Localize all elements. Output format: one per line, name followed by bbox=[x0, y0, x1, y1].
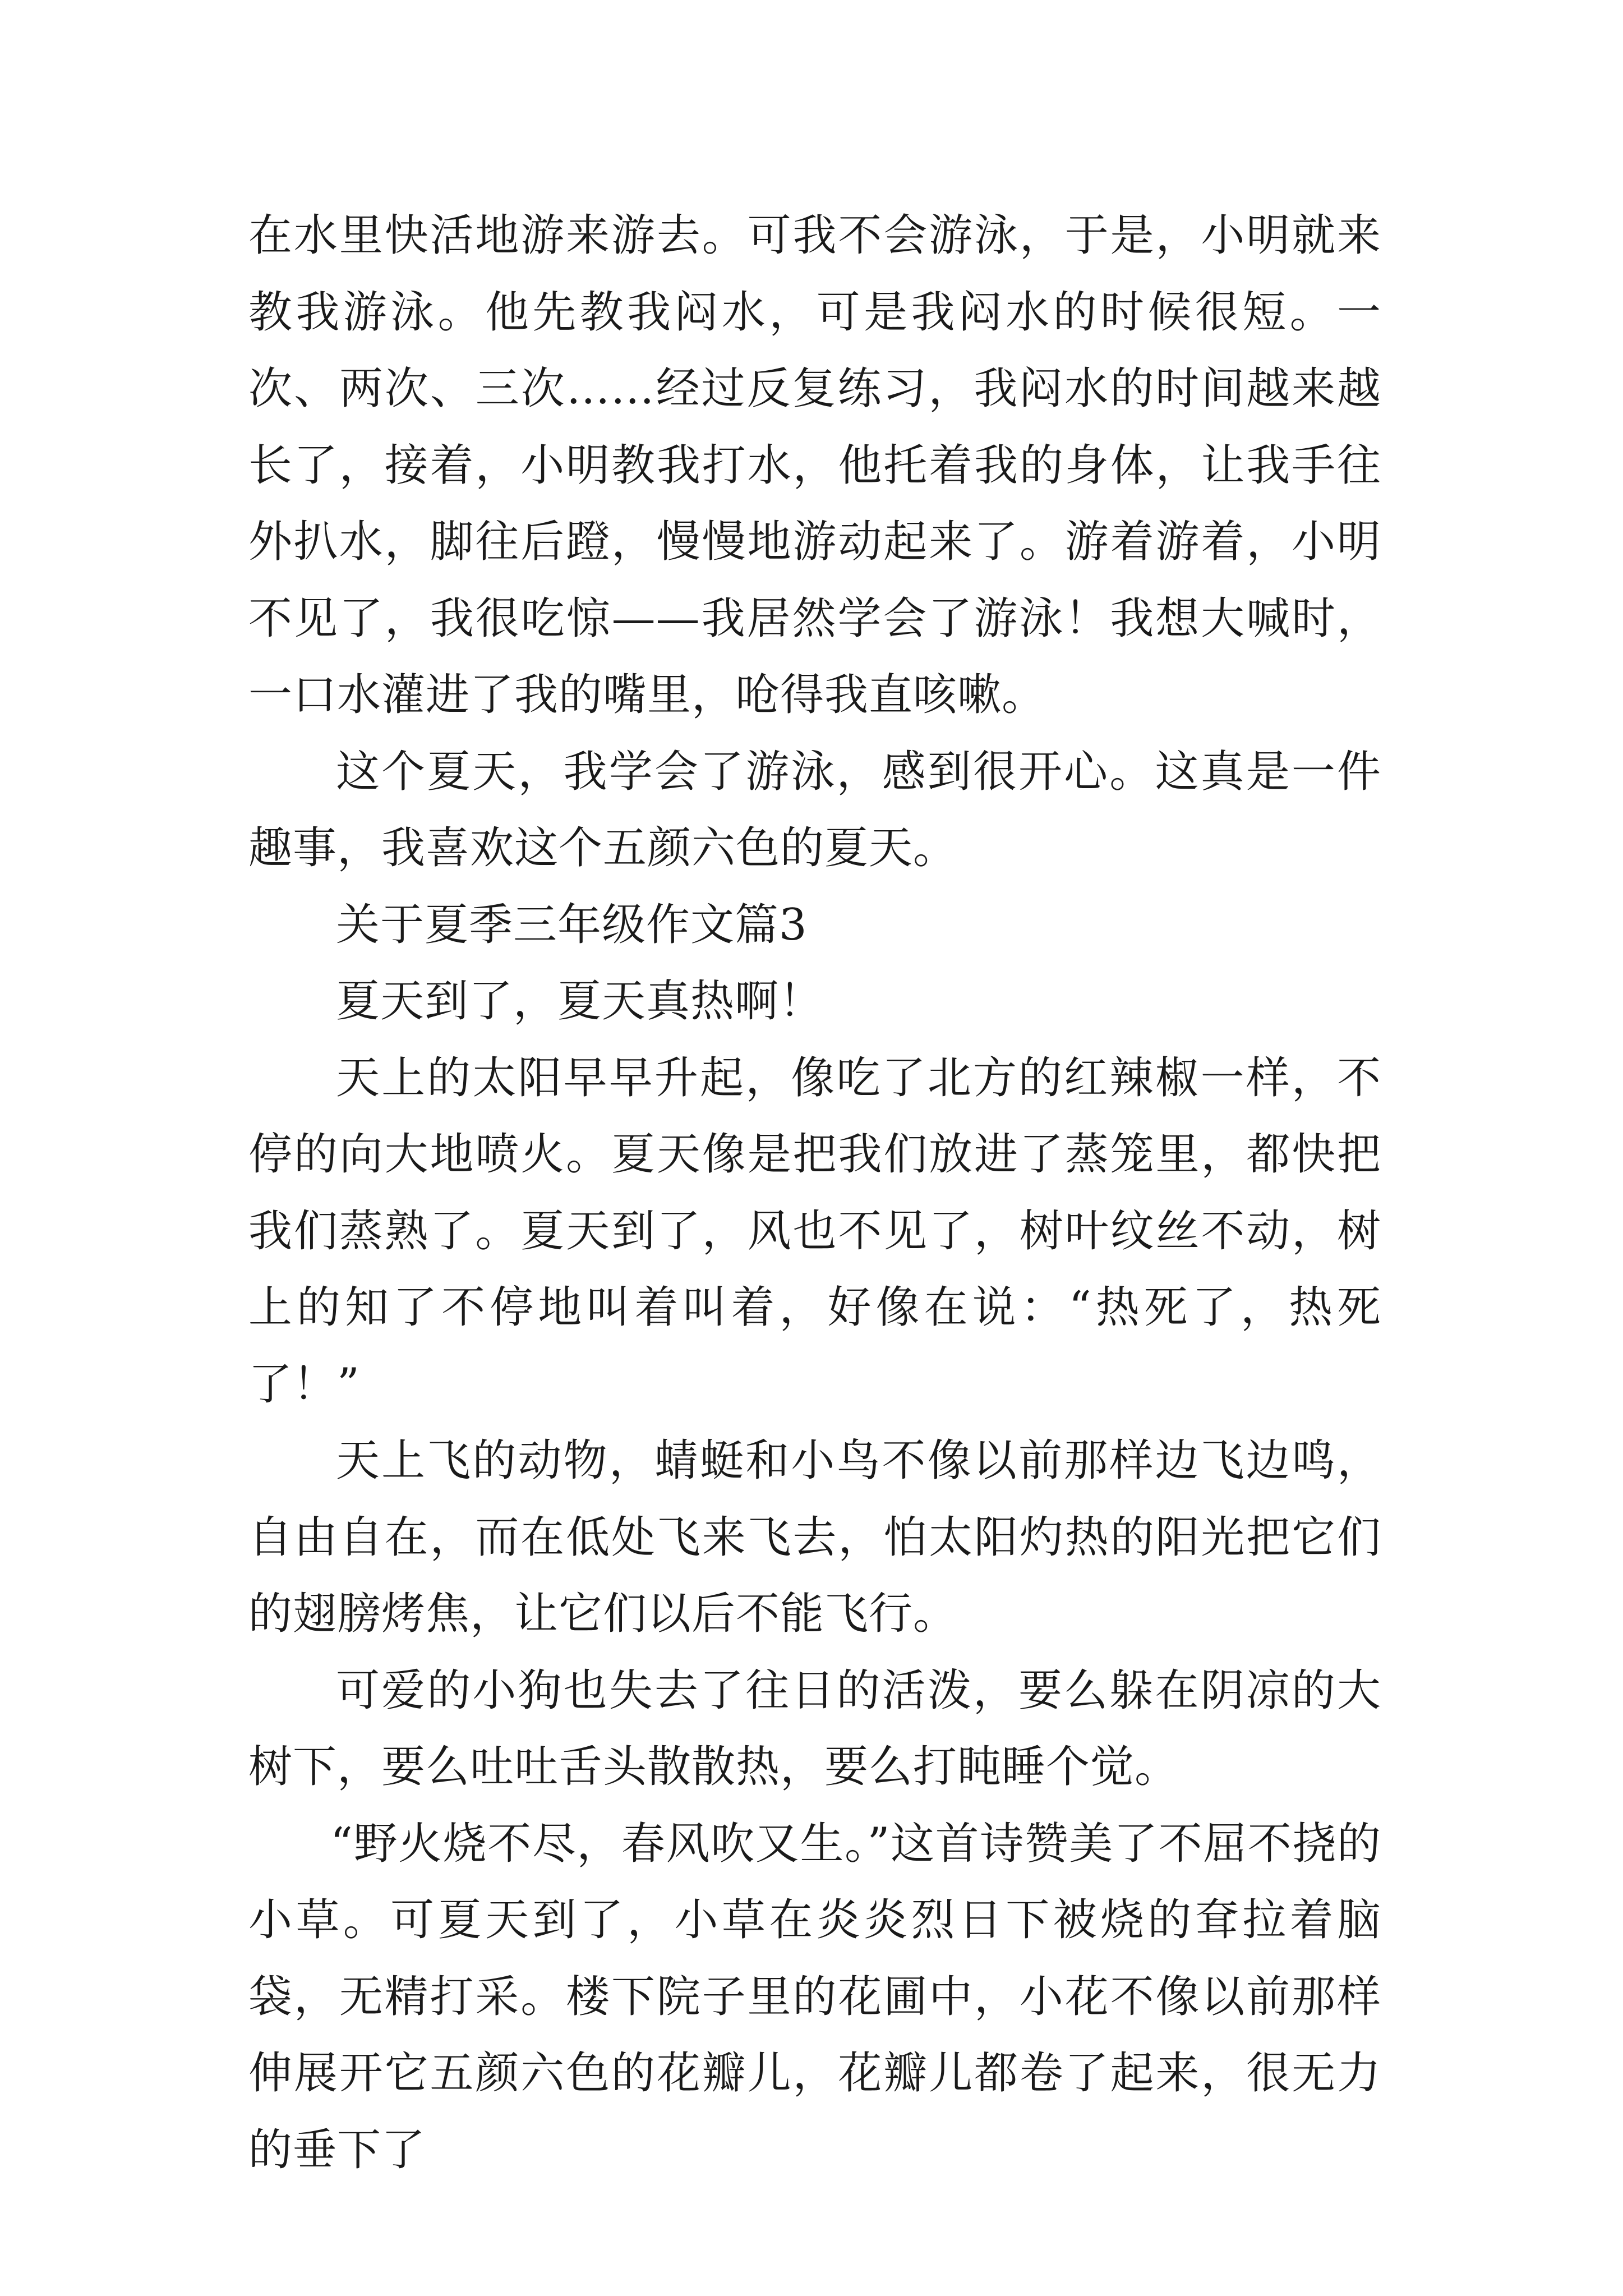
essay-heading: 关于夏季三年级作文篇3 bbox=[336, 899, 808, 950]
paragraph-summer-swimming: 这个夏天，我学会了游泳，感到很开心。这真是一件趣事，我喜欢这个五颜六色的夏天。 bbox=[248, 746, 1381, 873]
paragraph-grass-flowers: “野火烧不尽，春风吹又生。”这首诗赞美了不屈不挠的小草。可夏天到了，小草在炎炎烈日下被烧的耷拉着脑袋，无精打采。楼下院子里的花圃中，小花不像以前那样伸展开它五颜六色的花瓣儿，花瓣儿都卷了起来，很无力的垂下了 bbox=[248, 1818, 1381, 2175]
paragraph-puppy: 可爱的小狗也失去了往日的活泼，要么躲在阴凉的大树下，要么吐吐舌头散散热，要么打盹睡个觉。 bbox=[248, 1665, 1381, 1792]
paragraph-summer-hot: 夏天到了，夏天真热啊！ bbox=[336, 976, 824, 1027]
paragraph-continued: 在水里快活地游来游去。可我不会游泳，于是，小明就来教我游泳。他先教我闷水，可是我闷水的时候很短。一次、两次、三次……经过反复练习，我闷水的时间越来越长了，接着，小明教我打水，他托着我的身体，让我手往外扒水，脚往后蹬，慢慢地游动起来了。游着游着，小明不见了，我很吃惊——我居然学会了游泳！我想大喊时，一口水灌进了我的嘴里，呛得我直咳嗽。 bbox=[248, 210, 1381, 720]
essay-body bbox=[248, 197, 1381, 2188]
paragraph-flying-animals: 天上飞的动物，蜻蜓和小鸟不像以前那样边飞边鸣，自由自在，而在低处飞来飞去，怕太阳灼热的阳光把它们的翅膀烤焦，让它们以后不能飞行。 bbox=[248, 1435, 1381, 1639]
paragraph-sun: 天上的太阳早早升起，像吃了北方的红辣椒一样，不停的向大地喷火。夏天像是把我们放进了蒸笼里，都快把我们蒸熟了。夏天到了，风也不见了，树叶纹丝不动，树上的知了不停地叫着叫着，好像在说：“热死了，热死了！” bbox=[248, 1052, 1381, 1410]
